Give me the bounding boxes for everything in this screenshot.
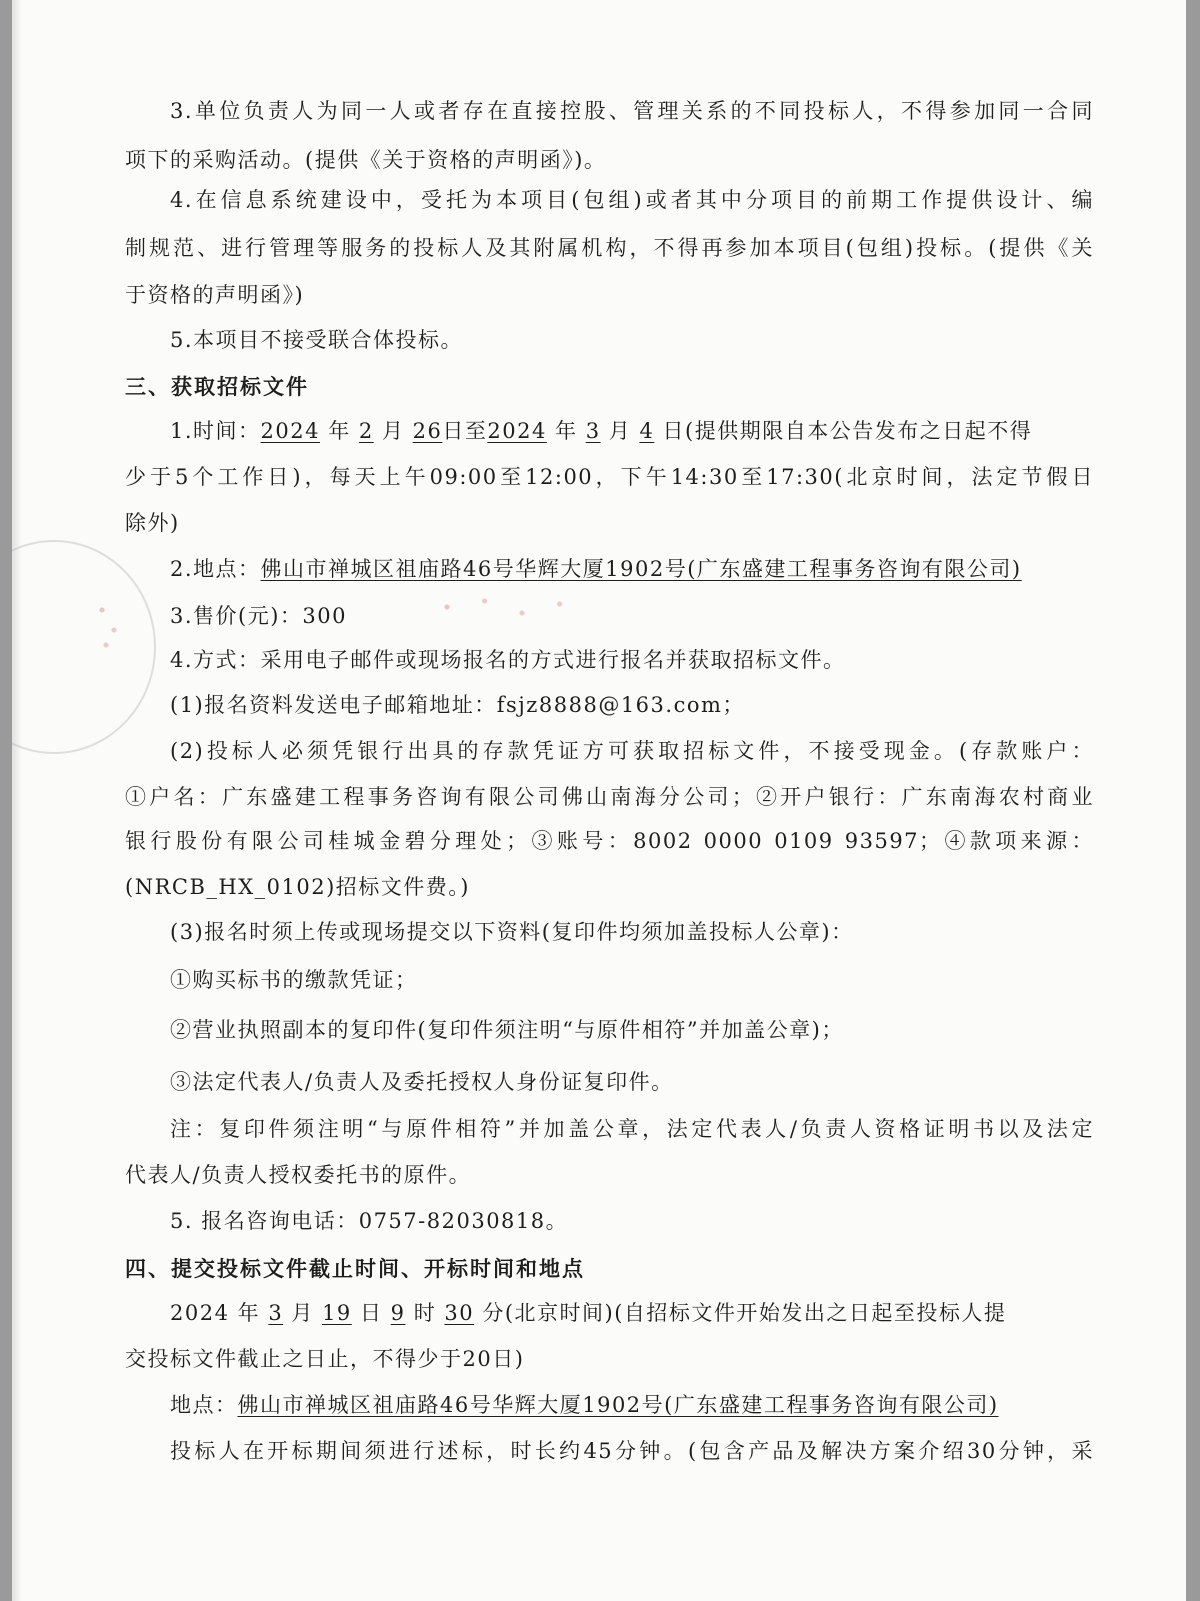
faded-stamp-marks-left <box>90 600 130 650</box>
paragraph-item-5: 5.本项目不接受联合体投标。 <box>170 328 464 352</box>
deadline-line-2: 交投标文件截止之日止，不得少于20日) <box>125 1347 525 1371</box>
end-month: 3 <box>585 419 601 443</box>
bank-line-1: (2)投标人必须凭银行出具的存款凭证方可获取招标文件，不接受现金。(存款账户： <box>170 739 1094 763</box>
bank-line-2: ①户名：广东盛建工程事务咨询有限公司佛山南海分公司；②开户银行：广东南海农村商业 <box>125 785 1094 809</box>
page-edge-shadow <box>12 0 22 1601</box>
materials-item-3: ③法定代表人/负责人及委托授权人身份证复印件。 <box>170 1070 674 1094</box>
faded-stamp-marks <box>432 592 582 622</box>
time-label: 1.时间： <box>170 419 261 443</box>
end-day: 4 <box>639 419 655 443</box>
deadline-month-char: 月 <box>291 1301 314 1325</box>
start-day: 26 <box>412 419 443 443</box>
presentation-line: 投标人在开标期间须进行述标，时长约45分钟。(包含产品及解决方案介绍30分钟，采 <box>170 1439 1094 1463</box>
materials-item-2: ②营业执照副本的复印件(复印件须注明“与原件相符”并加盖公章)； <box>170 1018 844 1042</box>
day-to-char: 日至 <box>442 419 488 443</box>
time-line-1 <box>170 416 1032 446</box>
paragraph-item-3-line-2: 项下的采购活动。(提供《关于资格的声明函》)。 <box>125 148 607 172</box>
deadline-hour: 9 <box>390 1301 406 1325</box>
paragraph-item-4-line-3: 于资格的声明函》) <box>125 283 305 307</box>
method-line: 4.方式：采用电子邮件或现场报名的方式进行报名并获取招标文件。 <box>170 648 846 672</box>
opening-location-address: 佛山市禅城区祖庙路46号华辉大厦1902号(广东盛建工程事务咨询有限公司) <box>237 1393 999 1417</box>
bank-line-3: 银行股份有限公司桂城金碧分理处；③账号：8002 0000 0109 93597；④款项来源： <box>125 829 1094 853</box>
section-4-heading: 四、提交投标文件截止时间、开标时间和地点 <box>125 1257 585 1281</box>
opening-location-label: 地点： <box>170 1393 238 1417</box>
section-3-heading: 三、获取招标文件 <box>125 375 309 399</box>
phone-line: 5. 报名咨询电话：0757-82030818。 <box>170 1209 569 1233</box>
time-period-note: 日(提供期限自本公告发布之日起不得 <box>662 419 1033 443</box>
start-year: 2024 <box>260 419 320 443</box>
faded-stamp-ring <box>12 540 156 754</box>
deadline-line-1 <box>170 1298 1006 1328</box>
document-page <box>12 0 1186 1601</box>
deadline-hour-char: 时 <box>413 1301 437 1325</box>
month-char-2: 月 <box>608 419 632 443</box>
price-line: 3.售价(元)：300 <box>170 604 348 628</box>
note-line-2: 代表人/负责人授权委托书的原件。 <box>125 1163 472 1187</box>
end-year: 2024 <box>487 419 547 443</box>
year-char: 年 <box>328 419 351 443</box>
location-label: 2.地点： <box>170 557 261 581</box>
deadline-year: 2024 年 <box>170 1301 261 1325</box>
email-line: (1)报名资料发送电子邮箱地址：fsjz8888@163.com； <box>170 693 745 717</box>
deadline-month: 3 <box>268 1301 284 1325</box>
paragraph-item-4-line-2: 制规范、进行管理等服务的投标人及其附属机构，不得再参加本项目(包组)投标。(提供《关 <box>125 236 1094 260</box>
note-line-1: 注：复印件须注明“与原件相符”并加盖公章，法定代表人/负责人资格证明书以及法定 <box>170 1117 1094 1141</box>
deadline-day: 19 <box>322 1301 352 1325</box>
deadline-minute: 30 <box>444 1301 475 1325</box>
deadline-day-char: 日 <box>359 1301 383 1325</box>
materials-item-1: ①购买标书的缴款凭证； <box>170 968 418 992</box>
opening-location-line <box>170 1390 999 1420</box>
location-address: 佛山市禅城区祖庙路46号华辉大厦1902号(广东盛建工程事务咨询有限公司) <box>260 557 1022 581</box>
start-month: 2 <box>358 419 374 443</box>
deadline-note: 分(北京时间)(自招标文件开始发出之日起至投标人提 <box>482 1301 1007 1325</box>
time-line-2: 少于5个工作日)，每天上午09:00至12:00，下午14:30至17:30(北京时间，法定节假日 <box>125 465 1094 489</box>
year-char-2: 年 <box>555 419 578 443</box>
month-char: 月 <box>381 419 405 443</box>
location-line <box>170 554 1022 584</box>
materials-line: (3)报名时须上传或现场提交以下资料(复印件均须加盖投标人公章)： <box>170 920 854 944</box>
paragraph-item-3-line-1: 3.单位负责人为同一人或者存在直接控股、管理关系的不同投标人，不得参加同一合同 <box>170 99 1094 123</box>
paragraph-item-4-line-1: 4.在信息系统建设中，受托为本项目(包组)或者其中分项目的前期工作提供设计、编 <box>170 188 1094 212</box>
time-line-3: 除外) <box>125 511 180 535</box>
bank-line-4: (NRCB_HX_0102)招标文件费。) <box>125 875 470 899</box>
